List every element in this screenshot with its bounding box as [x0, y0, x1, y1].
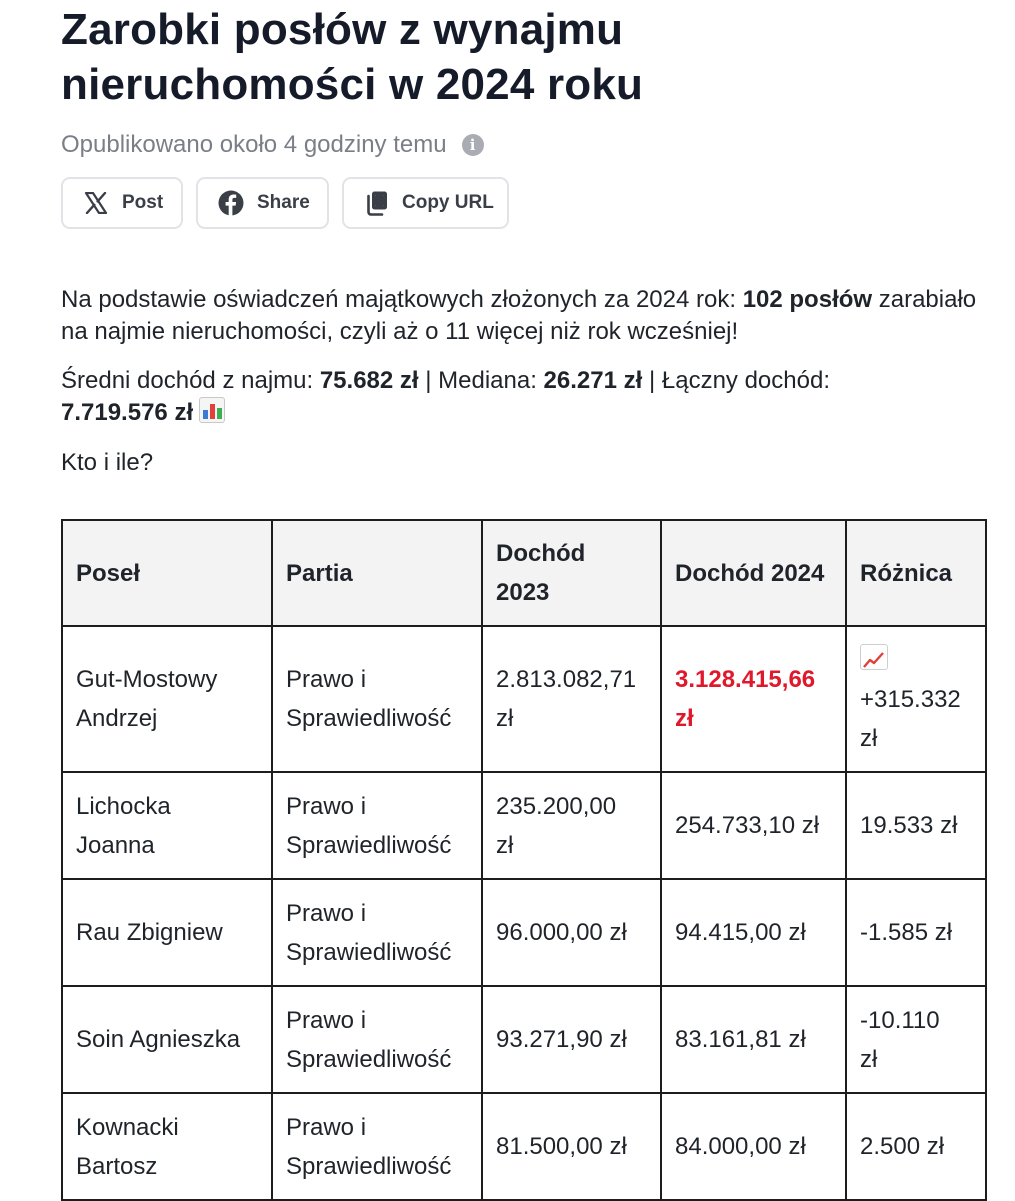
cell-difference: -1.585 zł [846, 879, 986, 986]
value-part: zł [496, 705, 514, 732]
cell-difference: 2.500 zł [846, 1093, 986, 1200]
published-time: Opublikowano około 4 godziny temu [61, 131, 447, 158]
avg-label: Średni dochód z najmu: [61, 367, 320, 394]
table-header-row [62, 520, 986, 626]
value-part: 2.813.082,71 [496, 666, 637, 693]
party-part: Prawo i [286, 792, 367, 820]
facebook-icon [218, 190, 244, 216]
cell-name: Rau Zbigniew [62, 879, 272, 986]
party-part: Sprawiedliwość [286, 1152, 452, 1180]
total-value: 7.719.576 zł [61, 399, 194, 426]
copy-icon [365, 190, 389, 216]
avg-value: 75.682 zł [319, 367, 419, 394]
header-2023-l1: Dochód [496, 540, 586, 567]
share-bar [61, 177, 985, 233]
cell-income-2023: 81.500,00 zł [482, 1093, 661, 1200]
value-part: 3.128.415,66 [675, 666, 816, 693]
name-part: Andrzej [76, 705, 158, 732]
cell-income-2023: 96.000,00 zł [482, 879, 661, 986]
party-part: Sprawiedliwość [286, 1045, 452, 1073]
total-label: | Łączny dochód: [642, 367, 830, 394]
median-value: 26.271 zł [543, 367, 643, 394]
cell-name: Soin Agnieszka [62, 986, 272, 1093]
header-posel: Poseł [62, 520, 272, 626]
cell-income-2024: 84.000,00 zł [661, 1093, 846, 1200]
share-label: Share [257, 192, 310, 213]
cell-income-2024 [661, 626, 846, 772]
title-line-1: Zarobki posłów z wynajmu [61, 5, 624, 54]
cell-name [62, 626, 272, 772]
party-part: Prawo i [286, 1113, 367, 1141]
cell-income-2023 [482, 772, 661, 879]
name-part: Gut-Mostowy [76, 666, 218, 693]
cell-income-2024: 83.161,81 zł [661, 986, 846, 1093]
party-part: Sprawiedliwość [286, 831, 452, 859]
article [61, 0, 985, 1180]
table-row [62, 986, 986, 1093]
intro-text: Na podstawie oświadczeń majątkowych złożonych za 2024 rok: [61, 286, 743, 313]
cell-income-2024: 94.415,00 zł [661, 879, 846, 986]
cell-difference: 19.533 zł [846, 772, 986, 879]
value-part: zł [860, 724, 878, 752]
table-row [62, 879, 986, 986]
name-part: Kownacki [76, 1113, 179, 1141]
cell-income-2023 [482, 626, 661, 772]
party-part: Prawo i [286, 1006, 367, 1034]
chart-increasing-icon [860, 644, 888, 670]
question-text: Kto i ile? [61, 449, 154, 476]
cell-income-2023: 93.271,90 zł [482, 986, 661, 1093]
party-part: Sprawiedliwość [286, 705, 452, 732]
share-facebook-button[interactable] [196, 177, 329, 229]
cell-difference [846, 986, 986, 1093]
table-row [62, 1093, 986, 1200]
cell-party [272, 986, 482, 1093]
cell-income-2024: 254.733,10 zł [661, 772, 846, 879]
intro-rest: zarabiało na najmie nieruchomości, czyli aż o 11 więcej niż rok wcześniej! [61, 286, 977, 345]
party-part: Sprawiedliwość [286, 938, 452, 966]
value-part: -10.110 [860, 1006, 940, 1034]
table-row [62, 626, 986, 772]
info-icon[interactable]: i [462, 134, 484, 156]
name-part: Bartosz [76, 1152, 158, 1180]
value-part: zł [860, 1045, 878, 1073]
copy-url-button[interactable] [342, 177, 509, 229]
name-part: Lichocka [76, 792, 171, 820]
header-roznica: Różnica [846, 520, 986, 626]
header-partia: Partia [272, 520, 482, 626]
header-dochod-2023 [482, 520, 661, 626]
income-table [61, 519, 987, 1201]
post-label: Post [122, 192, 164, 213]
table-row [62, 772, 986, 879]
post-to-x-button[interactable] [61, 177, 183, 229]
intro-paragraph [61, 284, 985, 348]
party-part: Prawo i [286, 666, 367, 693]
bar-chart-icon [199, 397, 225, 423]
value-part: 235.200,00 [496, 792, 617, 820]
copy-url-label: Copy URL [402, 192, 494, 213]
cell-party [272, 879, 482, 986]
publish-meta [61, 129, 985, 161]
stats-paragraph [61, 365, 985, 429]
header-2023-l2: 2023 [496, 579, 550, 606]
intro-count: 102 posłów [742, 286, 873, 313]
party-part: Prawo i [286, 899, 367, 927]
value-part: +315.332 [860, 685, 961, 713]
value-part: zł [496, 831, 514, 859]
header-dochod-2024: Dochód 2024 [661, 520, 846, 626]
cell-difference [846, 626, 986, 772]
cell-party [272, 1093, 482, 1200]
cell-name [62, 772, 272, 879]
cell-name [62, 1093, 272, 1200]
page-title [61, 0, 985, 112]
title-line-2: nieruchomości w 2024 roku [61, 60, 644, 109]
cell-party [272, 626, 482, 772]
name-part: Joanna [76, 831, 155, 859]
cell-party [272, 772, 482, 879]
value-part: zł [675, 705, 694, 732]
median-label: | Mediana: [418, 367, 544, 394]
x-logo-icon [84, 192, 108, 214]
